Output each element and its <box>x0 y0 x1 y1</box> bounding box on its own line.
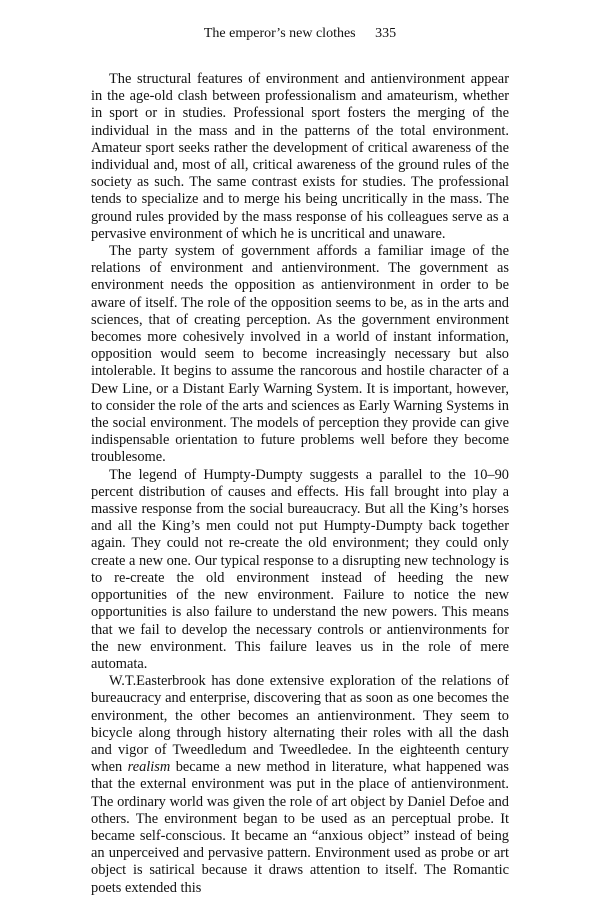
body-text <box>91 71 509 897</box>
paragraph-party-system: The party system of government affords a familiar image of the relations of environment and antienvironment. The government as environment needs the opposition as antienvironment in order to be aware of itself. The role of the opposition seems to be, as in the arts and sciences, that of creating perception. As the government environment becomes more cohesively involved in a world of instant information, opposition would seem to become increasingly necessary but also intolerable. It begins to assume the rancorous and hostile character of a Dew Line, or a Distant Early Warning System. It is important, however, to consider the role of the arts and sciences as Early Warning Systems in the social environment. The models of perception they provide can give indispensable orientation to future problems well before they become troublesome. <box>91 243 509 466</box>
paragraph-text: W.T.Easterbrook has done extensive exploration of the relations of bureaucracy and enterprise, discovering that as soon as one becomes the environment, the other becomes an antienvironment. They seem to bicycle along through history alternating their roles with all the dash and vigor of Tweedledum and Tweedledee. In the eighteenth century when <box>91 673 509 776</box>
paragraph-humpty-dumpty: The legend of Humpty-Dumpty suggests a parallel to the 10–90 percent distribution of causes and effects. His fall brought into play a massive response from the social bureaucracy. But all the King’s horses and all the King’s men could not put Humpty-Dumpty back together again. They could not re-create the old environment; they could only create a new one. Our typical response to a disrupting new technology is to re-create the old environment instead of heeding the new opportunities of the new environment. Failure to notice the new opportunities is also failure to understand the new powers. This means that we fail to develop the necessary controls or antienvironments for the new environment. This failure leaves us in the role of mere automata. <box>91 466 509 672</box>
paragraph-professionalism: The structural features of environment and antienvironment appear in the age-old clash between professionalism and amateurism, whether in sport or in studies. Professional sport fosters the merging of the individual in the mass and in the patterns of the total environment. Amateur sport seeks rather the development of critical awareness of the individual and, most of all, critical awareness of the ground rules of the society as such. The same contrast exists for studies. The professional tends to specialize and to merge his being uncritically in the mass. The ground rules provided by the mass response of his colleagues serve as a pervasive environment of which he is uncritical and unaware. <box>91 71 509 242</box>
italic-term: realism <box>127 759 171 776</box>
page-number: 335 <box>375 26 397 41</box>
paragraph-easterbrook <box>91 673 509 897</box>
paragraph-text: became a new method in literature, what happened was that the external environment was put in the place of antienvironment. The ordinary world was given the role of art object by Daniel Defoe and others. The environment began to be used as an perceptual probe. It became self-conscious. It became an “anxious object” instead of being an unperceived and pervasive pattern. Environment used as probe or art object is satirical because it draws attention to itself. The Romantic poets extended this <box>91 759 509 896</box>
running-title: The emperor’s new clothes <box>203 26 356 41</box>
running-header <box>0 26 600 42</box>
